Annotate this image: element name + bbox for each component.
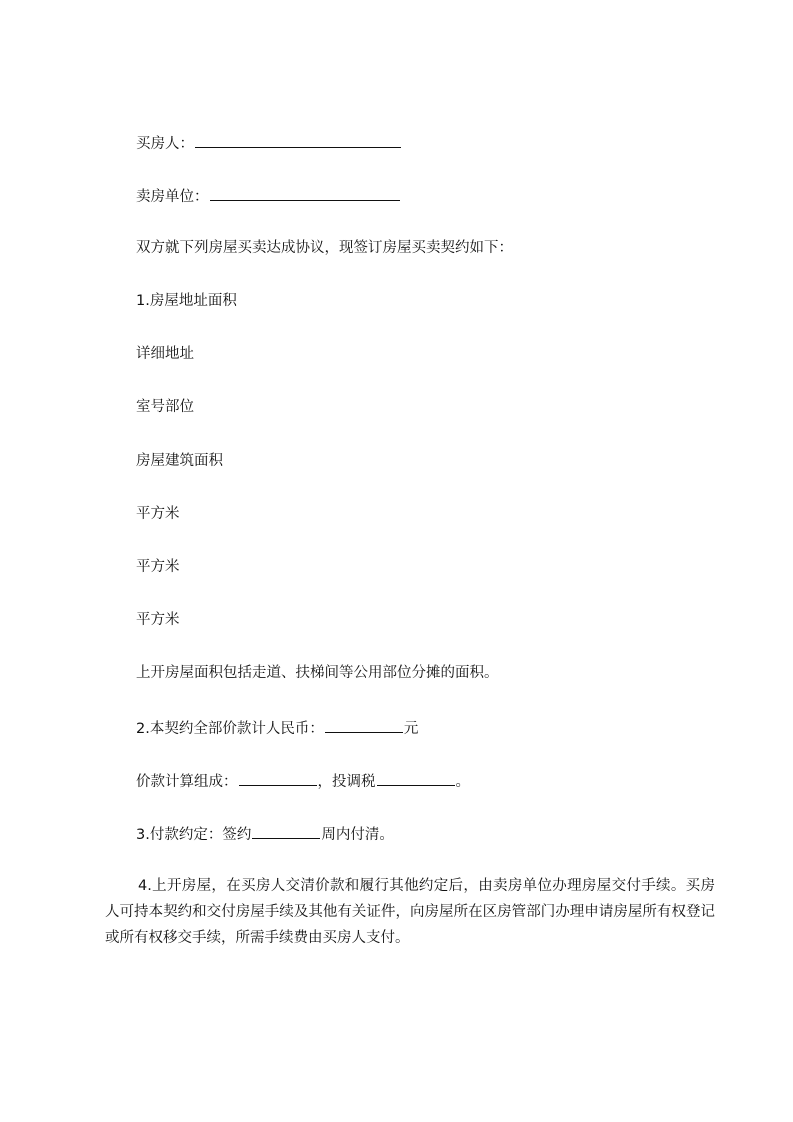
address-label: 详细地址 xyxy=(136,346,194,362)
buyer-label: 买房人： xyxy=(136,136,194,152)
buyer-line xyxy=(136,133,402,153)
area-label: 房屋建筑面积 xyxy=(136,453,223,469)
price-composition-blank[interactable] xyxy=(239,771,317,786)
section-4-paragraph: 4.上开房屋，在买房人交清价款和履行其他约定后，由卖房单位办理房屋交付手续。买房人可持本契约和交付房屋手续及其他有关证件，向房屋所在区房管部门办理申请房屋所有权登记或所有权移交手续，所需手续费由买房人支付。 xyxy=(105,878,715,946)
sqm-unit-3: 平方米 xyxy=(136,612,180,628)
intro-text: 双方就下列房屋买卖达成协议，现签订房屋买卖契约如下： xyxy=(136,240,513,256)
seller-blank[interactable] xyxy=(210,186,400,201)
section-3-prefix: 3.付款约定：签约 xyxy=(136,827,252,843)
section-2-line xyxy=(136,718,418,738)
price-composition-line xyxy=(136,771,470,791)
section-2-prefix: 2.本契约全部价款计人民币： xyxy=(136,721,324,737)
area-note: 上开房屋面积包括走道、扶梯间等公用部位分摊的面积。 xyxy=(136,665,499,681)
total-price-blank[interactable] xyxy=(325,718,403,733)
price-suffix: 。 xyxy=(455,774,470,790)
price-mid: ，投调税 xyxy=(317,774,376,790)
tax-blank[interactable] xyxy=(377,771,455,786)
seller-line xyxy=(136,186,401,206)
section-1-title: 1.房屋地址面积 xyxy=(136,293,237,309)
seller-label: 卖房单位： xyxy=(136,189,209,205)
section-2-suffix: 元 xyxy=(403,721,419,737)
section-3-line xyxy=(136,824,394,844)
sqm-unit-1: 平方米 xyxy=(136,506,180,522)
payment-weeks-blank[interactable] xyxy=(252,824,320,839)
sqm-unit-2: 平方米 xyxy=(136,559,180,575)
section-3-suffix: 周内付清。 xyxy=(321,827,394,843)
buyer-blank[interactable] xyxy=(195,133,401,148)
price-prefix: 价款计算组成： xyxy=(136,774,238,790)
room-label: 室号部位 xyxy=(136,399,194,415)
